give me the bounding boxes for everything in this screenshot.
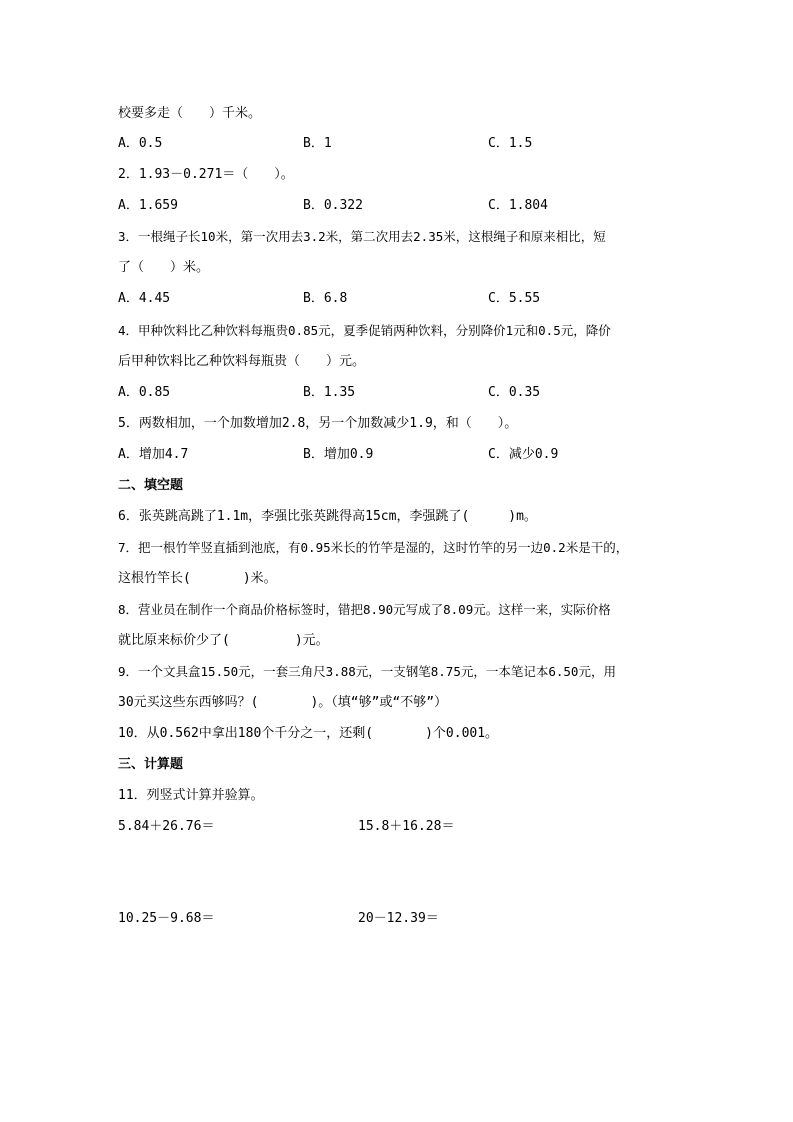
q7-line1: 7．把一根竹竿竖直插到池底，有0.95米长的竹竿是湿的，这时竹竿的另一边0.2米是干的， (118, 540, 629, 555)
q11: 11．列竖式计算并验算。 (118, 788, 264, 803)
q4-option-c: C．0.35 (488, 385, 541, 400)
q3-option-c: C．5.55 (488, 291, 541, 306)
q4-option-b: B．1.35 (303, 385, 356, 400)
q5-option-c: C．减少0.9 (488, 447, 559, 462)
q5-option-b: B．增加0.9 (303, 447, 374, 462)
q2-option-b: B．0.322 (303, 198, 363, 213)
q3-option-b: B．6.8 (303, 291, 348, 306)
q8-line2: 就比原来标价少了( )元。 (118, 633, 329, 648)
q1-option-b: B．1 (303, 136, 332, 151)
q7-line2: 这根竹竿长( )米。 (118, 571, 277, 586)
q4-line1: 4．甲种饮料比乙种饮料每瓶贵0.85元，夏季促销两种饮料，分别降价1元和0.5元，降价 (118, 323, 611, 338)
calc-expr-4: 20－12.39＝ (358, 911, 439, 926)
q8-line1: 8．营业员在制作一个商品价格标签时，错把8.90元写成了8.09元。这样一来，实际价格 (118, 602, 611, 617)
q3-line2: 了（ ）米。 (118, 260, 210, 275)
q1-tail: 校要多走（ ）千米。 (118, 106, 262, 121)
q3-option-a: A．4.45 (118, 291, 171, 306)
calc-expr-1: 5.84＋26.76＝ (118, 819, 215, 834)
q6: 6．张英跳高跳了1.1m，李强比张英跳得高15cm，李强跳了( )m。 (118, 509, 537, 524)
q1-option-c: C．1.5 (488, 136, 533, 151)
q2: 2．1.93－0.271＝（ ）。 (118, 167, 294, 182)
calc-heading: 三、计算题 (118, 757, 184, 772)
q9-line1: 9．一个文具盒15.50元，一套三角尺3.88元，一支钢笔8.75元，一本笔记本6.50元，用 (118, 664, 616, 679)
q4-option-a: A．0.85 (118, 385, 171, 400)
q3-line1: 3．一根绳子长10米，第一次用去3.2米，第二次用去2.35米，这根绳子和原来相比，短 (118, 229, 606, 244)
q2-option-c: C．1.804 (488, 198, 548, 213)
q4-line2: 后甲种饮料比乙种饮料每瓶贵（ ）元。 (118, 354, 366, 369)
calc-expr-3: 10.25－9.68＝ (118, 911, 215, 926)
q5: 5．两数相加，一个加数增加2.8，另一个加数减少1.9，和（ ）。 (118, 416, 518, 431)
calc-expr-2: 15.8＋16.28＝ (358, 819, 455, 834)
q10: 10．从0.562中拿出180个千分之一，还剩( )个0.001。 (118, 726, 499, 741)
q9-line2: 30元买这些东西够吗？( )。（填“够”或“不够”） (118, 695, 448, 710)
q5-option-a: A．增加4.7 (118, 447, 189, 462)
q1-option-a: A．0.5 (118, 136, 163, 151)
q2-option-a: A．1.659 (118, 198, 178, 213)
fill-heading: 二、填空题 (118, 478, 184, 493)
